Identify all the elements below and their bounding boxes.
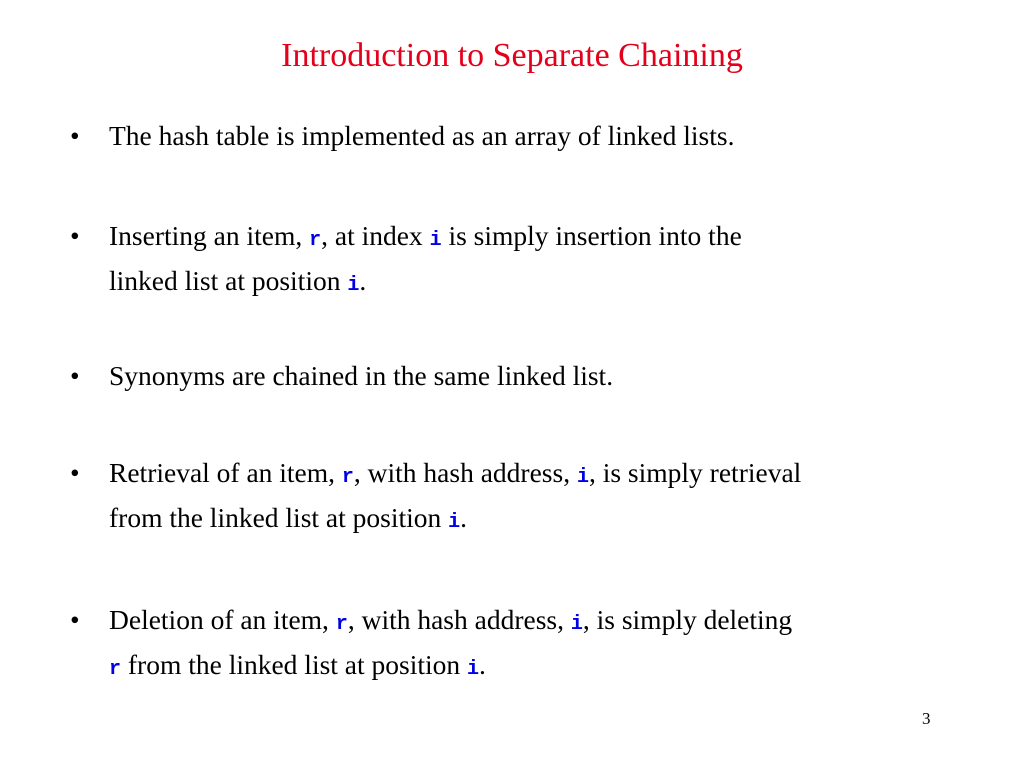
bullet-line <box>109 600 989 645</box>
text-segment: Synonyms are chained in the same linked list. <box>109 360 614 391</box>
bullet-dot-icon: • <box>70 360 80 391</box>
bullet-line <box>109 116 989 156</box>
code-variable: i <box>576 466 589 489</box>
text-segment: , is simply deleting <box>582 604 793 635</box>
text-segment: , is simply retrieval <box>588 457 802 488</box>
bullet-text <box>109 356 989 396</box>
text-segment: Inserting an item, <box>109 220 310 251</box>
bullet-line <box>109 261 989 306</box>
text-segment: Retrieval of an item, <box>109 457 342 488</box>
code-variable: i <box>429 229 442 252</box>
bullet-text <box>109 453 989 543</box>
text-segment: Deletion of an item, <box>109 604 336 635</box>
text-segment: linked list at position <box>109 265 348 296</box>
bullet-text <box>109 600 989 690</box>
bullet-dot-icon: • <box>70 604 80 635</box>
text-segment: . <box>479 649 486 680</box>
code-variable: r <box>335 613 348 636</box>
bullet-line <box>109 645 989 690</box>
text-segment: from the linked list at position <box>121 649 468 680</box>
code-variable: i <box>570 613 583 636</box>
text-segment: The hash table is implemented as an array of linked lists. <box>109 120 735 151</box>
page-number: 3 <box>922 709 931 728</box>
text-segment: from the linked list at position <box>109 502 449 533</box>
bullet-line <box>109 498 989 543</box>
slide-title: Introduction to Separate Chaining <box>281 37 743 74</box>
code-variable: i <box>467 658 480 681</box>
text-segment: . <box>359 265 367 296</box>
text-segment: . <box>460 502 468 533</box>
text-segment: , with hash address, <box>353 457 577 488</box>
code-variable: r <box>309 229 322 252</box>
bullet-dot-icon: • <box>70 120 80 151</box>
bullet-text <box>109 116 989 156</box>
text-segment: , with hash address, <box>347 604 571 635</box>
bullet-line <box>109 356 989 396</box>
bullet-dot-icon: • <box>70 457 80 488</box>
code-variable: r <box>109 658 122 681</box>
bullet-text <box>109 216 989 306</box>
text-segment: is simply insertion into the <box>441 220 742 251</box>
code-variable: r <box>341 466 354 489</box>
code-variable: i <box>448 511 461 534</box>
bullet-line <box>109 453 989 498</box>
bullet-line <box>109 216 989 261</box>
code-variable: i <box>347 274 360 297</box>
bullet-dot-icon: • <box>70 220 80 251</box>
text-segment: , at index <box>321 220 430 251</box>
